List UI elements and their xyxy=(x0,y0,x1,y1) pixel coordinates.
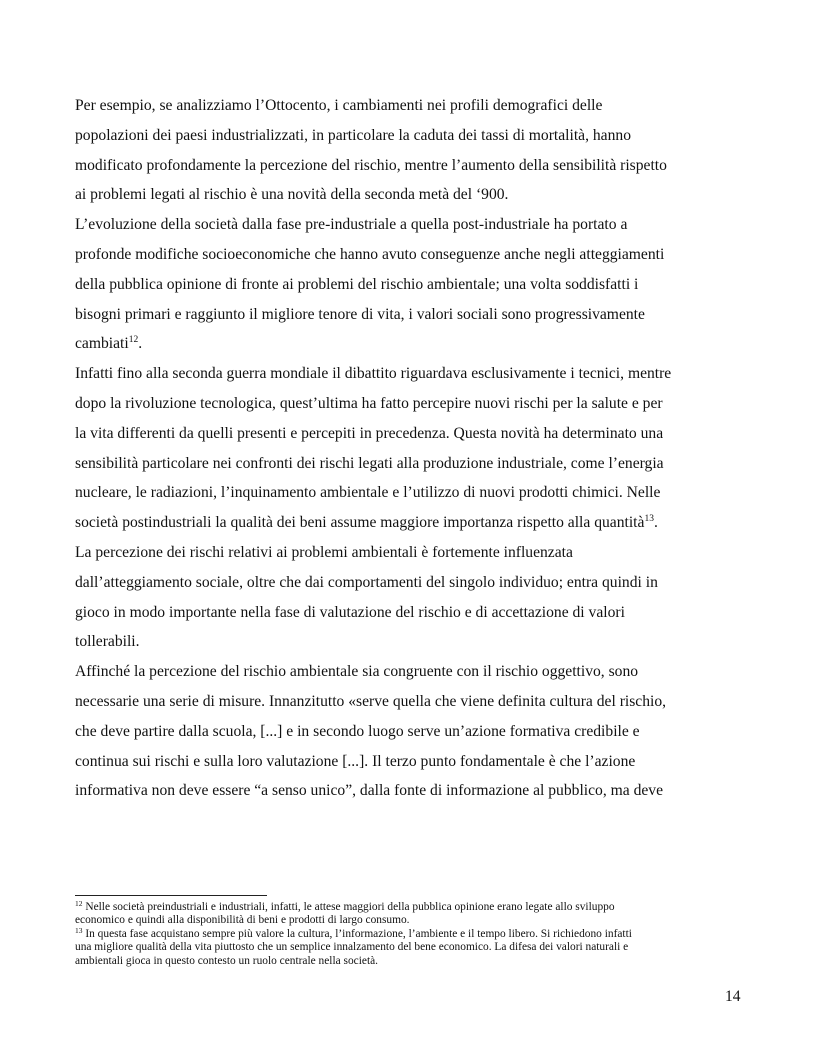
text-line: modificato profondamente la percezione del rischio, mentre l’aumento della sensibilità rispetto xyxy=(75,156,667,174)
text-line: la vita differenti da quelli presenti e percepiti in precedenza. Questa novità ha determinato una xyxy=(75,424,664,442)
footnote-text: economico e quindi alla disponibilità di beni e prodotti di largo consumo. xyxy=(75,914,410,927)
text-line: Affinché la percezione del rischio ambientale sia congruente con il rischio oggettivo, sono xyxy=(75,663,639,681)
footnote-separator xyxy=(75,895,267,896)
text-line: bisogni primari e raggiunto il migliore tenore di vita, i valori sociali sono progressivamente xyxy=(75,305,645,323)
text-line: dall’atteggiamento sociale, oltre che dai comportamenti del singolo individuo; entra quindi in xyxy=(75,573,658,591)
text-line: nucleare, le radiazioni, l’inquinamento ambientale e l’utilizzo di nuovi prodotti chimici. Nelle xyxy=(75,484,661,502)
period: . xyxy=(138,335,143,353)
text-line: Infatti fino alla seconda guerra mondiale il dibattito riguardava esclusivamente i tecnici, mentre xyxy=(75,365,672,383)
text-line: informativa non deve essere “a senso unico”, dalla fonte di informazione al pubblico, ma deve xyxy=(75,782,664,800)
text-line: sensibilità particolare nei confronti dei rischi legati alla produzione industriale, come l’energia xyxy=(75,454,664,472)
body-text xyxy=(75,91,745,806)
text-fragment: cambiati xyxy=(75,335,129,353)
footnote-mark-12: 12 xyxy=(75,899,83,908)
footnote-mark-13: 13 xyxy=(75,925,83,935)
text-line: che deve partire dalla scuola, [...] e in secondo luogo serve un’azione formativa credibile e xyxy=(75,722,640,740)
footnote-text: In questa fase acquistano sempre più valore la cultura, l’informazione, l’ambiente e il tempo libero. Si richiedono infatti xyxy=(82,927,632,940)
text-line xyxy=(75,329,745,359)
text-line: continua sui rischi e sulla loro valutazione [...]. Il terzo punto fondamentale è che l’azione xyxy=(75,752,636,770)
footnote-ref-13[interactable]: 13 xyxy=(644,514,654,525)
footnote-12 xyxy=(75,901,745,914)
text-line: ai problemi legati al rischio è una novità della seconda metà del ‘900. xyxy=(75,186,509,204)
text-line: La percezione dei rischi relativi ai problemi ambientali è fortemente influenzata xyxy=(75,543,573,561)
text-line: necessarie una serie di misure. Innanzitutto «serve quella che viene definita cultura del rischio, xyxy=(75,692,667,710)
footnote-ref-12[interactable]: 12 xyxy=(128,335,139,346)
text-line: dopo la rivoluzione tecnologica, quest’ultima ha fatto percepire nuovi rischi per la salute e per xyxy=(75,394,663,412)
footnote-text: Nelle società preindustriali e industriali, infatti, le attese maggiori della pubblica opinione erano legate allo sviluppo xyxy=(82,901,615,913)
footnotes xyxy=(75,901,745,968)
footnote-13 xyxy=(75,925,745,941)
text-line: Per esempio, se analizziamo l’Ottocento, i cambiamenti nei profili demografici delle xyxy=(75,97,603,114)
text-line: tollerabili. xyxy=(75,633,140,651)
footnote-text: ambientali gioca in questo contesto un ruolo centrale nella società. xyxy=(75,954,379,967)
text-line: popolazioni dei paesi industrializzati, in particolare la caduta dei tassi di mortalità, hanno xyxy=(75,126,631,144)
text-fragment: società postindustriali la qualità dei beni assume maggiore importanza rispetto alla quantità xyxy=(75,514,645,532)
period: . xyxy=(653,514,658,532)
text-line xyxy=(75,508,745,538)
text-line: profonde modifiche socioeconomiche che hanno avuto conseguenze anche negli atteggiamenti xyxy=(75,245,665,263)
page-number: 14 xyxy=(725,988,741,1005)
text-line: gioco in modo importante nella fase di valutazione del rischio e di accettazione di valori xyxy=(75,603,625,621)
text-line: L’evoluzione della società dalla fase pre-industriale a quella post-industriale ha portato a xyxy=(75,216,628,234)
footnote-text: una migliore qualità della vita piuttosto che un semplice innalzamento del bene economico. La difesa dei valori naturali e xyxy=(75,941,629,954)
text-line: della pubblica opinione di fronte ai problemi del rischio ambientale; una volta soddisfatti i xyxy=(75,275,639,293)
